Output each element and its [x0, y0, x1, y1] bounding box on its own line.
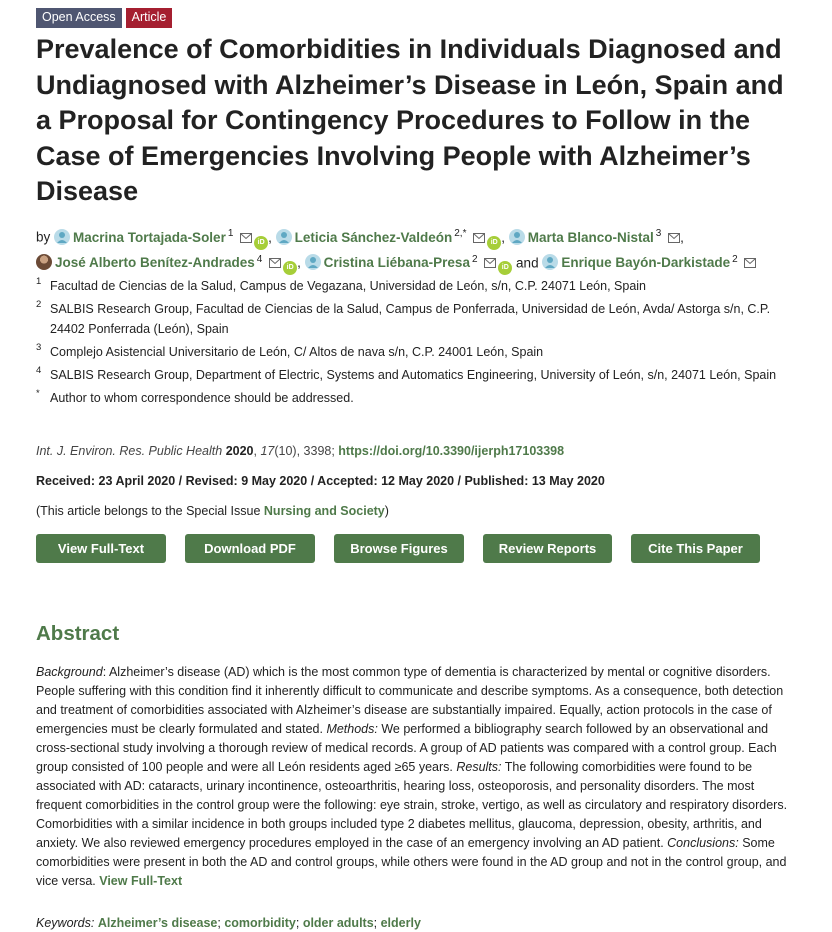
abstract-heading: Abstract	[36, 622, 120, 645]
author-name-link[interactable]: José Alberto Benítez-Andrades	[55, 255, 255, 270]
affiliation-item	[36, 388, 796, 408]
person-icon	[54, 229, 70, 245]
author-affiliation-sup: 2,*	[454, 228, 467, 239]
person-icon	[305, 254, 321, 270]
mail-icon[interactable]	[269, 258, 281, 268]
doi-link[interactable]: https://doi.org/10.3390/ijerph17103398	[338, 444, 565, 458]
orcid-icon[interactable]: iD	[498, 261, 512, 275]
author-affiliation-sup: 1	[227, 228, 234, 239]
author-photo-icon	[36, 254, 52, 270]
mail-icon[interactable]	[473, 233, 485, 243]
affiliation-number: 2	[36, 299, 42, 310]
author-name-link[interactable]: Leticia Sánchez-Valdeón	[294, 229, 453, 245]
keyword-link[interactable]: comorbidity	[224, 916, 296, 930]
citation-line: Int. J. Environ. Res. Public Health 2020, 17(10), 3398; https://doi.org/10.3390/ijerph17103398	[36, 444, 565, 458]
background-label: Background	[36, 665, 103, 679]
author-item	[542, 255, 756, 270]
orcid-icon[interactable]: iD	[283, 261, 297, 275]
view-full-text-button[interactable]: View Full-Text	[36, 534, 166, 563]
keywords-line: Keywords: Alzheimer’s disease; comorbidity; older adults; elderly	[36, 916, 421, 930]
affiliation-number: 1	[36, 276, 42, 287]
orcid-icon[interactable]: iD	[487, 236, 501, 250]
cite-paper-button[interactable]: Cite This Paper	[631, 534, 760, 563]
conclusions-text: Some comorbidities were present in both the AD and control groups, while others were found in the AD group and not in the control group, and vice versa.	[36, 836, 787, 888]
and-label: and	[516, 255, 539, 270]
special-issue-prefix: (This article belongs to the Special Issue	[36, 504, 264, 518]
keyword-link[interactable]: elderly	[380, 916, 421, 930]
open-access-badge[interactable]: Open Access	[36, 8, 122, 28]
citation-volume: 17	[260, 444, 275, 458]
author-item: José Alberto Benítez-Andrades $^4$ iD ,	[36, 255, 305, 270]
author-affiliation-sup: 2	[732, 253, 738, 265]
author-name-link[interactable]: Enrique Bayón-Darkistade	[561, 255, 731, 270]
action-buttons	[36, 534, 760, 563]
person-icon	[276, 229, 292, 245]
author-list	[36, 224, 796, 275]
author-item	[305, 255, 516, 270]
badge-group	[36, 8, 172, 28]
by-label: by	[36, 229, 51, 245]
background-text: : Alzheimer’s disease (AD) which is the most common type of dementia is characterized by mental or cognitive disorders. People suffering with this condition find it inherently difficult to communicate and describe symptoms. As a consequence, both detection and treatment of comorbidities associated with Alzheimer’s disease are substantially impaired. Equally, action protocols in the case of emergencies must be clearly formulated and stated.	[36, 665, 784, 736]
author-name-link[interactable]: Cristina Liébana-Presa	[323, 255, 470, 270]
author-affiliation-sup: 3	[655, 228, 662, 239]
article-type-badge[interactable]: Article	[126, 8, 173, 28]
keyword-link[interactable]: older adults	[302, 916, 374, 930]
review-reports-button[interactable]: Review Reports	[483, 534, 612, 563]
author-item: Marta Blanco-Nistal $^3$ ,	[509, 230, 684, 245]
person-icon	[542, 254, 558, 270]
keywords-label: Keywords:	[36, 916, 95, 930]
affiliation-text: SALBIS Research Group, Facultad de Ciencias de la Salud, Campus de Ponferrada, Universidad de León, Avda/ Astorga s/n, C.P. 24402 Ponferrada (León), Spain	[50, 302, 771, 336]
special-issue-suffix: )	[384, 504, 389, 518]
author-item: Leticia Sánchez-Valdeón $^{2,*}$ iD ,	[276, 230, 509, 245]
special-issue-line	[36, 504, 389, 518]
journal-name: Int. J. Environ. Res. Public Health	[36, 444, 223, 458]
article-title: Prevalence of Comorbidities in Individuals Diagnosed and Undiagnosed with Alzheimer’s Disease in León, Spain and a Proposal for Contingency Procedures to Follow in the Case of Emergencies Involving People with Alzheimer’s Disease	[36, 34, 784, 206]
mail-icon[interactable]	[668, 233, 680, 243]
affiliation-item	[36, 276, 796, 296]
special-issue-link[interactable]: Nursing and Society	[263, 504, 385, 518]
affiliation-text: Complejo Asistencial Universitario de León, C/ Altos de nava s/n, C.P. 24001 León, Spain	[50, 345, 544, 359]
citation-issue-pages: (10), 3398;	[274, 444, 339, 458]
affiliation-number: *	[36, 388, 40, 399]
mail-icon[interactable]	[484, 258, 496, 268]
affiliation-text: Facultad de Ciencias de la Salud, Campus de Vegazana, Universidad de León, s/n, C.P. 24071 León, Spain	[50, 279, 647, 293]
author-affiliation-sup: 2	[471, 253, 478, 265]
affiliation-item	[36, 299, 796, 339]
browse-figures-button[interactable]: Browse Figures	[334, 534, 464, 563]
author-name-link[interactable]: Marta Blanco-Nistal	[527, 229, 654, 245]
publication-dates: Received: 23 April 2020 / Revised: 9 May 2020 / Accepted: 12 May 2020 / Published: 13 May 2020	[36, 474, 605, 488]
abstract-text	[36, 663, 798, 891]
affiliation-text: Author to whom correspondence should be addressed.	[50, 391, 354, 405]
orcid-icon[interactable]: iD	[254, 236, 268, 250]
keyword-link[interactable]: Alzheimer’s disease	[97, 916, 218, 930]
affiliation-item	[36, 342, 796, 362]
results-text: The following comorbidities were found to be associated with AD: cataracts, urinary incontinence, osteoarthritis, hearing loss, osteoporosis, and personality disorders. The most frequent comorbidities in the control group were the following: eye strain, stroke, vertigo, as well as circulatory and respiratory disorders. Comorbidities with a similar incidence in both groups included type 2 diabetes mellitus, glaucoma, depression, obesity, arthritis, and anxiety. We also reviewed emergency procedures employed in the case of an emergency involving an AD patient.	[36, 760, 788, 850]
affiliation-item	[36, 365, 796, 385]
results-label: Results:	[456, 760, 502, 774]
author-name-link[interactable]: Macrina Tortajada-Soler	[73, 229, 226, 245]
author-affiliation-sup: 4	[256, 253, 263, 265]
affiliation-number: 3	[36, 342, 42, 353]
methods-label: Methods:	[326, 722, 378, 736]
person-icon	[509, 229, 525, 245]
citation-year: 2020	[225, 444, 254, 458]
mail-icon[interactable]	[744, 258, 756, 268]
affiliation-text: SALBIS Research Group, Department of Electric, Systems and Automatics Engineering, University of León, s/n, 24071 León, Spain	[50, 368, 777, 382]
affiliation-number: 4	[36, 365, 42, 376]
methods-text: We performed a bibliography search followed by an observational and cross-sectional study involving a thorough review of medical records. A group of AD patients was compared with a control group. Each group consisted of 100 people and were all León residents aged ≥65 years.	[36, 722, 777, 774]
mail-icon[interactable]	[240, 233, 252, 243]
abstract-view-full-text-link[interactable]: View Full-Text	[99, 874, 183, 888]
author-item: Macrina Tortajada-Soler $^1$ iD ,	[54, 230, 276, 245]
download-pdf-button[interactable]: Download PDF	[185, 534, 315, 563]
affiliation-list	[36, 276, 796, 411]
conclusions-label: Conclusions:	[667, 836, 739, 850]
